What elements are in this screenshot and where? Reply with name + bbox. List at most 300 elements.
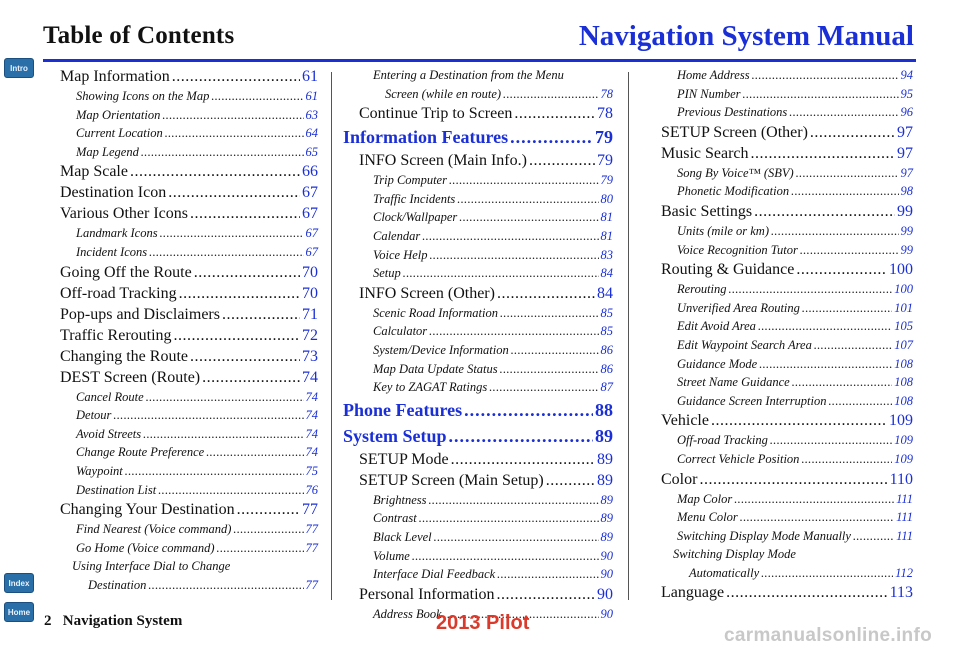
toc-page-link[interactable]: 67 [305,226,318,241]
toc-page-link[interactable]: 77 [305,522,318,537]
toc-entry-title: Street Name Guidance [677,375,790,390]
toc-page-link[interactable]: 74 [305,389,318,404]
toc-entry-title: Map Information [60,68,170,85]
dot-leader [500,360,599,379]
toc-entry[interactable] [60,520,318,539]
toc-page-link[interactable]: 89 [597,471,613,489]
toc-entry[interactable] [343,565,613,584]
toc-entry-text: Using Interface Dial to Change [72,559,231,574]
toc-page-link[interactable]: 72 [302,326,318,344]
toc-page-link[interactable]: 99 [900,223,913,238]
dot-leader [148,576,303,595]
toc-entry[interactable] [343,304,613,323]
toc-page-link[interactable]: 108 [894,356,913,371]
dot-leader [801,450,892,469]
toc-page-link[interactable]: 100 [889,261,913,279]
toc-page-link[interactable]: 77 [305,577,318,592]
toc-entry-title: Map Data Update Status [373,361,498,376]
column-divider [628,72,629,600]
toc-page-link[interactable]: 113 [889,584,913,602]
toc-entry[interactable] [661,582,913,603]
toc-entry-title: Phone Features [343,399,463,420]
toc-entry-title: Setup [373,266,401,281]
toc-page-link[interactable]: 90 [600,548,613,563]
toc-entry-title: Cancel Route [76,389,144,404]
toc-page-link[interactable]: 107 [894,337,913,352]
toc-page-link[interactable]: 81 [600,228,613,243]
toc-entry[interactable] [60,425,318,444]
toc-page-link[interactable]: 89 [600,529,613,544]
dot-leader [510,124,593,150]
toc-entry[interactable] [60,203,318,224]
toc-entry-title: Information Features [343,127,509,148]
toc-entry-title: Avoid Streets [76,426,142,441]
dot-leader [497,584,595,605]
toc-page-link[interactable]: 111 [896,528,913,543]
toc-page-link[interactable]: 63 [305,107,318,122]
toc-entry[interactable] [661,336,913,355]
dot-leader [511,341,599,360]
toc-page-link[interactable]: 67 [302,184,318,202]
dot-leader [211,87,303,106]
toc-page-link[interactable]: 77 [302,501,318,519]
dot-leader [158,481,303,500]
toc-entry-text: Entering a Destination from the Menu [373,68,564,82]
toc-page-link[interactable]: 108 [894,393,913,408]
dot-leader [814,336,892,355]
toc-entry[interactable] [661,527,913,546]
toc-page-link[interactable]: 87 [600,380,613,395]
toc-page-link[interactable]: 98 [900,184,913,199]
toc-entry[interactable] [661,201,913,222]
model-label: 2013 Pilot [436,612,530,634]
dot-leader [422,227,598,246]
toc-entry-title: Destination [88,577,147,592]
toc-entry-title: DEST Screen (Route) [60,368,201,386]
toc-entry-title: Units (mile or km) [677,223,769,238]
toc-entry-title: INFO Screen (Main Info.) [359,152,527,170]
toc-entry[interactable] [60,576,318,595]
toc-page-link[interactable]: 64 [305,126,318,141]
toc-entry[interactable] [60,481,318,500]
toc-entry[interactable] [343,491,613,510]
toc-entry[interactable] [60,304,318,325]
toc-entry[interactable] [661,182,913,201]
toc-entry[interactable] [60,224,318,243]
dot-leader [802,299,892,318]
toc-page-link[interactable]: 85 [600,305,613,320]
dot-leader [419,509,599,528]
toc-entry[interactable] [343,190,613,209]
toc-entry[interactable] [60,124,318,143]
toc-entry[interactable] [661,103,913,122]
toc-page-link[interactable]: 112 [895,565,913,580]
toc-entry[interactable] [343,283,613,304]
toc-entry-title: Edit Avoid Area [677,319,756,334]
dot-leader [130,161,300,182]
toc-entry[interactable] [661,469,913,490]
dot-leader [174,325,300,346]
toc-page-link[interactable]: 89 [595,425,613,446]
toc-entry-title: SETUP Mode [359,450,449,468]
toc-entry[interactable] [60,499,318,520]
toc-page-link[interactable]: 67 [302,205,318,223]
toc-page-link[interactable]: 74 [305,426,318,441]
toc-page-link[interactable]: 109 [894,433,913,448]
dot-leader [800,241,899,260]
toc-page-link[interactable]: 78 [600,86,613,101]
toc-entry[interactable] [60,161,318,182]
toc-page-link[interactable]: 74 [302,368,318,386]
dot-leader [758,317,892,336]
toc-entry[interactable] [60,462,318,481]
toc-entry[interactable] [343,227,613,246]
toc-entry-title: Menu Color [677,510,738,525]
toc-entry-title: Previous Destinations [677,105,788,120]
toc-entry-title: Basic Settings [661,202,753,220]
toc-page-link[interactable]: 97 [897,123,913,141]
toc-page-link[interactable]: 89 [600,492,613,507]
toc-page-link[interactable]: 90 [600,606,613,621]
toc-page-link[interactable]: 83 [600,247,613,262]
toc-page-link[interactable]: 74 [305,408,318,423]
toc-entry[interactable] [661,143,913,164]
toc-page-link[interactable]: 99 [897,202,913,220]
dot-leader [206,443,303,462]
page-title: Table of Contents [43,22,235,49]
dot-leader [754,201,895,222]
toc-page-link[interactable]: 65 [305,144,318,159]
watermark: carmanualsonline.info [724,625,932,646]
dot-leader [751,143,895,164]
toc-page-link[interactable]: 84 [600,266,613,281]
dot-leader [503,85,598,104]
toc-entry[interactable] [661,564,913,583]
toc-page-link[interactable]: 70 [302,263,318,281]
toc-entry-title: Switching Display Mode Manually [677,528,851,543]
dot-leader [829,392,893,411]
toc-entry-title: Off-road Tracking [60,284,177,302]
dot-leader [743,85,899,104]
dot-leader [179,283,300,304]
dot-leader [740,508,894,527]
toc-entry[interactable] [60,143,318,162]
toc-entry-title: Change Route Preference [76,445,205,460]
toc-entry-title: Screen (while en route) [385,86,502,101]
toc-entry-title: Trip Computer [373,173,447,188]
toc-page-link[interactable]: 61 [305,89,318,103]
dot-leader [190,346,300,367]
toc-page-link[interactable]: 71 [302,305,318,323]
toc-page-link[interactable]: 109 [889,412,913,430]
toc-entry[interactable] [60,367,318,388]
dot-leader [403,264,599,283]
toc-entry[interactable] [343,528,613,547]
toc-page-link[interactable]: 79 [597,152,613,170]
toc-entry[interactable] [60,539,318,558]
toc-entry-title: Brightness [373,492,427,507]
toc-entry[interactable] [343,360,613,379]
toc-page-link[interactable]: 76 [305,482,318,497]
toc-entry[interactable] [661,317,913,336]
toc-page-link[interactable]: 78 [597,105,613,123]
toc-entry[interactable] [661,355,913,374]
toc-entry[interactable] [60,87,318,106]
toc-entry[interactable] [343,470,613,491]
toc-entry-title: Guidance Screen Interruption [677,393,827,408]
toc-entry[interactable] [60,262,318,283]
toc-entry-title: Incident Icons [76,244,148,259]
toc-entry-title: Map Legend [76,144,139,159]
toc-page-link[interactable]: 86 [600,361,613,376]
intro-tab[interactable]: Intro [4,58,34,78]
toc-entry-title: Phonetic Modification [677,184,790,199]
toc-entry[interactable] [60,443,318,462]
toc-entry[interactable] [661,410,913,431]
toc-entry[interactable] [661,85,913,104]
toc-section-heading[interactable] [343,397,613,423]
toc-entry[interactable] [343,449,613,470]
toc-page-link[interactable]: 96 [900,105,913,120]
toc-entry[interactable] [60,243,318,262]
toc-section-heading[interactable] [343,423,613,449]
toc-page-link[interactable]: 97 [897,144,913,162]
toc-entry-title: Go Home (Voice command) [76,540,215,555]
toc-entry[interactable] [661,299,913,318]
dot-leader [546,470,595,491]
footer-section: Navigation System [62,613,183,629]
toc-entry[interactable] [343,341,613,360]
toc-entry-title: Voice Recognition Tutor [677,242,798,257]
toc-entry-title: Guidance Mode [677,356,758,371]
toc-page-link[interactable]: 89 [600,511,613,526]
toc-entry-title: Scenic Road Information [373,305,498,320]
dot-leader [464,397,593,423]
toc-entry[interactable] [60,66,318,87]
toc-page-link[interactable]: 111 [896,510,913,525]
dot-leader [770,431,892,450]
dot-leader [729,280,893,299]
toc-entry-title: Map Orientation [76,107,161,122]
toc-page-link[interactable]: 67 [305,244,318,259]
toc-column-1 [60,66,318,595]
toc-page-link[interactable]: 101 [894,300,913,315]
toc-page-link[interactable]: 95 [900,86,913,101]
toc-entry-title: Map Color [677,491,733,506]
toc-entry-text: Switching Display Mode [673,547,796,562]
toc-entry-title: Waypoint [76,463,123,478]
toc-entry-title: Interface Dial Feedback [373,567,496,582]
toc-section-heading[interactable] [343,124,613,150]
toc-page-link[interactable]: 111 [896,491,913,506]
toc-entry-title: Correct Vehicle Position [677,451,800,466]
toc-entry[interactable] [343,547,613,566]
dot-leader [202,367,300,388]
toc-entry[interactable] [343,584,613,605]
dot-leader [796,164,899,183]
toc-entry-title: Changing Your Destination [60,501,235,519]
toc-entry-title: Landmark Icons [76,226,158,241]
dot-leader [459,208,598,227]
toc-entry-title: Clock/Wallpaper [373,210,458,225]
toc-entry-title: Detour [76,408,112,423]
toc-entry-title: Routing & Guidance [661,261,795,279]
toc-entry[interactable] [661,490,913,509]
toc-entry-title: Vehicle [661,412,709,430]
toc-page-link[interactable]: 105 [894,319,913,334]
toc-page-link[interactable]: 77 [305,540,318,555]
toc-entry-title: Off-road Tracking [677,433,768,448]
toc-entry[interactable] [343,150,613,171]
toc-entry-title: Calculator [373,324,428,339]
toc-page-link[interactable]: 99 [900,242,913,257]
toc-entry[interactable] [343,103,613,124]
toc-page-link[interactable]: 73 [302,347,318,365]
toc-entry[interactable] [343,246,613,265]
toc-entry[interactable] [60,325,318,346]
toc-entry-title: Automatically [689,565,760,580]
toc-entry-title: Traffic Rerouting [60,326,172,344]
toc-entry[interactable] [661,280,913,299]
toc-page-link[interactable]: 88 [595,399,613,420]
dot-leader [497,565,598,584]
toc-entry-title: Going Off the Route [60,263,192,281]
toc-entry[interactable] [661,122,913,143]
toc-entry-title: SETUP Screen (Other) [661,123,808,141]
dot-leader [457,190,598,209]
dot-leader [168,182,300,203]
toc-entry[interactable] [661,431,913,450]
toc-entry-title: Song By Voice™ (SBV) [677,165,794,180]
toc-entry-title: System Setup [343,425,447,446]
toc-page-link[interactable]: 100 [894,282,913,297]
toc-entry-title: Current Location [76,126,163,141]
toc-entry-title: Continue Trip to Screen [359,105,513,123]
toc-entry-title: Destination Icon [60,184,167,202]
toc-page-link[interactable]: 79 [595,127,613,148]
header-rule [43,59,916,62]
toc-entry[interactable] [343,322,613,341]
toc-entry-title: Destination List [76,482,157,497]
toc-page-link[interactable]: 80 [600,191,613,206]
toc-entry[interactable] [343,85,613,104]
toc-entry-title: Pop-ups and Disclaimers [60,305,220,323]
toc-page-link[interactable]: 89 [597,450,613,468]
toc-entry-title: Personal Information [359,585,495,603]
toc-entry-title: Music Search [661,144,749,162]
dot-leader [810,122,895,143]
toc-entry[interactable] [661,508,913,527]
dot-leader [514,103,595,124]
toc-entry[interactable] [60,388,318,407]
toc-page-link[interactable]: 81 [600,210,613,225]
toc-page-link[interactable]: 85 [600,324,613,339]
toc-page-link[interactable]: 79 [600,173,613,188]
page-number: 2 [44,613,52,629]
toc-page-link[interactable]: 84 [597,284,613,302]
toc-entry-title: Home Address [677,68,750,82]
dot-leader [791,182,898,201]
dot-leader [752,66,899,85]
toc-entry[interactable] [60,346,318,367]
toc-page-link[interactable]: 90 [597,585,613,603]
toc-entry[interactable] [343,171,613,190]
toc-entry-title: Voice Help [373,247,428,262]
toc-entry[interactable] [60,106,318,125]
home-tab[interactable]: Home [4,602,34,622]
toc-entry-title: SETUP Screen (Main Setup) [359,471,544,489]
toc-entry[interactable] [343,509,613,528]
toc-entry[interactable] [661,259,913,280]
toc-entry[interactable] [661,222,913,241]
dot-leader [237,499,300,520]
toc-page-link[interactable]: 90 [600,567,613,582]
dot-leader [497,283,595,304]
toc-entry-title: Contrast [373,511,417,526]
index-tab[interactable]: Index [4,573,34,593]
dot-leader [771,222,899,241]
dot-leader [500,304,599,323]
toc-page-link[interactable]: 74 [305,445,318,460]
toc-entry[interactable] [661,241,913,260]
toc-entry[interactable] [60,283,318,304]
toc-entry[interactable] [661,66,913,85]
toc-page-link[interactable]: 86 [600,342,613,357]
dot-leader [449,171,599,190]
toc-page-link[interactable]: 70 [302,284,318,302]
toc-page-link[interactable]: 109 [894,451,913,466]
dot-leader [141,143,304,162]
toc-entry-title: Map Scale [60,163,128,181]
toc-entry-title: Color [661,470,698,488]
toc-entry-title: Address Book [373,606,442,621]
toc-page-link[interactable]: 61 [302,68,318,85]
toc-page-link[interactable]: 75 [305,463,318,478]
manual-title: Navigation System Manual [578,20,914,52]
dot-leader [789,103,898,122]
toc-entry-title: Calendar [373,228,421,243]
dot-leader [853,527,894,546]
toc-entry-title: Edit Waypoint Search Area [677,337,812,352]
dot-leader [217,539,304,558]
toc-entry[interactable] [60,406,318,425]
dot-leader [172,66,300,87]
toc-page-link[interactable]: 110 [889,470,913,488]
dot-leader [428,491,598,510]
toc-entry[interactable] [343,208,613,227]
toc-entry-title: Language [661,584,725,602]
toc-entry[interactable] [661,450,913,469]
dot-leader [761,564,893,583]
toc-entry-title: System/Device Information [373,342,509,357]
toc-page-link[interactable]: 66 [302,163,318,181]
toc-entry-title: Changing the Route [60,347,188,365]
dot-leader [194,262,300,283]
toc-entry[interactable] [343,264,613,283]
dot-leader [699,469,887,490]
toc-entry[interactable] [60,182,318,203]
toc-page-link[interactable]: 94 [900,68,913,82]
toc-entry-title: Volume [373,548,410,563]
toc-page-link[interactable]: 108 [894,375,913,390]
dot-leader [412,547,599,566]
toc-entry[interactable] [343,378,613,397]
dot-leader [160,224,304,243]
toc-entry[interactable] [661,164,913,183]
toc-page-link[interactable]: 97 [900,165,913,180]
toc-entry[interactable] [661,373,913,392]
toc-entry[interactable] [661,392,913,411]
